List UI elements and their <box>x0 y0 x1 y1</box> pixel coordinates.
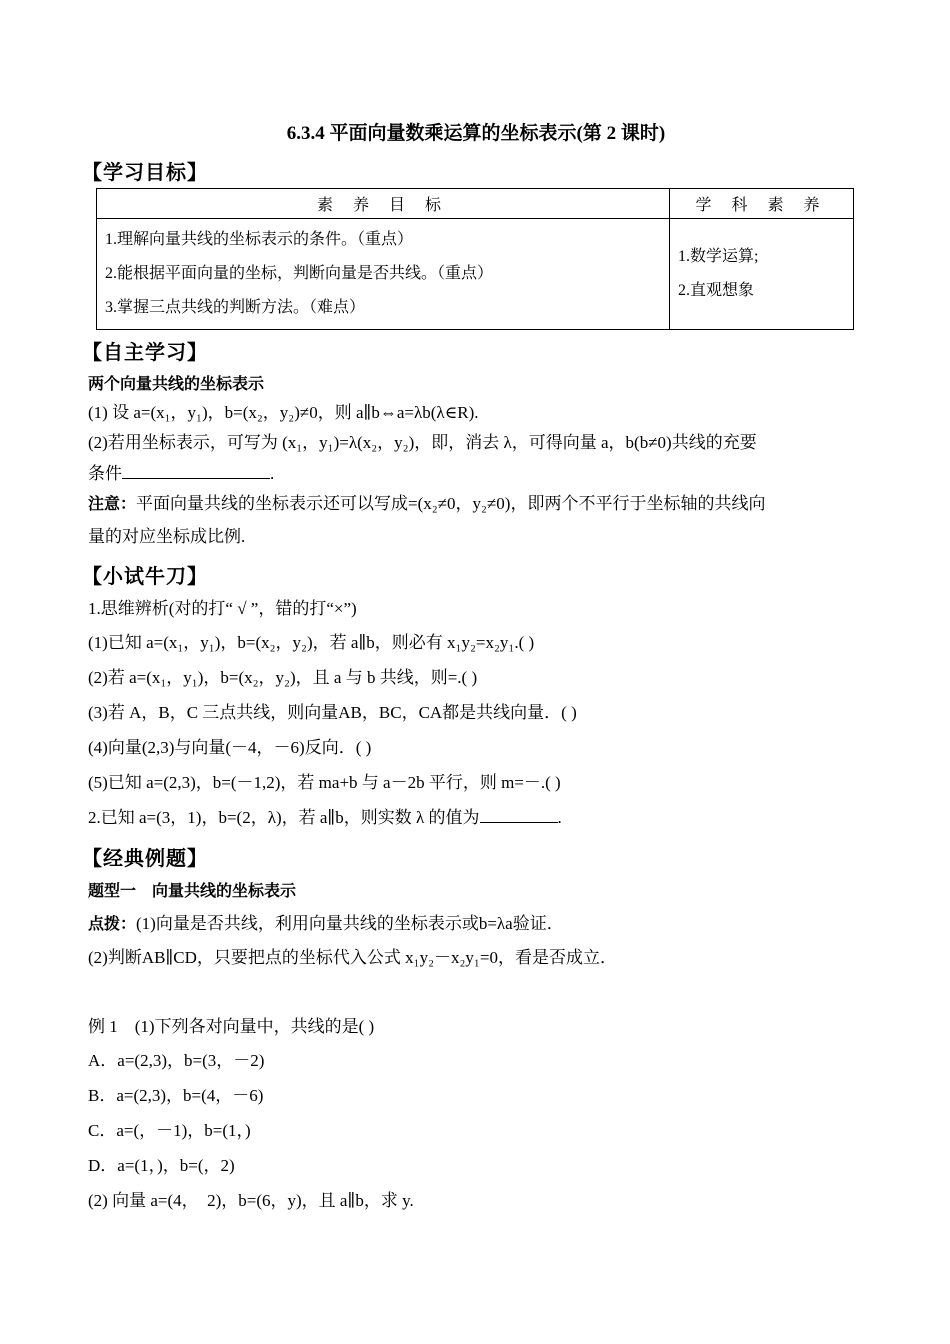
page-title: 6.3.4 平面向量数乘运算的坐标表示(第 2 课时) <box>286 123 666 144</box>
note-text: 平面向量共线的坐标表示还可以写成=(x₂≠0，y₂≠0)，即两个不平行于坐标轴的共线向 <box>136 494 766 513</box>
q2-suffix: . <box>557 808 562 827</box>
hint-line-2: (2)判断AB∥CD，只要把点的坐标代入公式 x₁y₂－x₂y₁=0，看是否成立． <box>88 948 617 967</box>
example-1: 例 1 (1)下列各对向量中，共线的是( ) <box>88 1017 375 1036</box>
practice-item: (1)已知 a=(x₁，y₁)，b=(x₂，y₂)，若 a∥b，则必有 x₁y₂=x₂y₁.( ) <box>88 633 535 652</box>
note-line-2: 量的对应坐标成比例. <box>88 527 246 546</box>
option-b: B．a=(2,3)，b=(4，－6) <box>88 1086 264 1105</box>
goal-item: 2.能根据平面向量的坐标，判断向量是否共线。（重点） <box>105 265 494 282</box>
condition-blank[interactable] <box>122 462 270 479</box>
example-1-part-2: (2) 向量 a=(4， 2)，b=(6，y)，且 a∥b，求 y. <box>88 1191 414 1210</box>
practice-item: (4)向量(2,3)与向量(－4，－6)反向．( ) <box>88 738 372 757</box>
practice-intro: 1.思维辨析(对的打“ √ ”，错的打“×”) <box>88 599 357 618</box>
type-heading: 题型一 向量共线的坐标表示 <box>88 881 297 900</box>
practice-item: (5)已知 a=(2,3)，b=(－1,2)，若 ma+b 与 a－2b 平行，则 m=－.( ) <box>88 773 561 792</box>
practice-question-2 <box>88 806 562 829</box>
q2-text: 2.已知 a=(3，1)，b=(2，λ)，若 a∥b，则实数 λ 的值为 <box>88 808 480 827</box>
section-heading-practice: 【小试牛刀】 <box>82 564 208 588</box>
note-label: 注意： <box>88 494 137 513</box>
practice-item: (3)若 A，B，C 三点共线，则向量AB，BC，CA都是共线向量．( ) <box>88 703 577 722</box>
condition-suffix: . <box>270 464 275 483</box>
hint-line <box>88 913 564 935</box>
section-heading-self-study: 【自主学习】 <box>82 340 208 364</box>
section-heading-examples: 【经典例题】 <box>82 846 208 870</box>
self-study-heading: 两个向量共线的坐标表示 <box>88 374 265 393</box>
literacy-item: 1.数学运算; <box>678 248 759 265</box>
option-c: C．a=(，－1)，b=(1，) <box>88 1121 251 1140</box>
literacy-item: 2.直观想象 <box>678 282 755 299</box>
section-heading-objectives: 【学习目标】 <box>82 160 208 184</box>
literacy-cell <box>670 219 854 330</box>
objectives-table <box>96 188 854 330</box>
q2-answer-blank[interactable] <box>480 806 558 823</box>
table-header-literacy: 学 科 素 养 <box>670 189 854 219</box>
self-study-line-2: (2)若用坐标表示，可写为 (x₁，y₁)=λ(x₂，y₂)，即，消去 λ，可得向量 a，b(b≠0)共线的充要 <box>88 433 757 452</box>
goal-item: 1.理解向量共线的坐标表示的条件。（重点） <box>105 231 414 248</box>
note-line <box>88 493 765 515</box>
goals-cell <box>97 219 670 330</box>
hint-label: 点拨： <box>88 914 137 933</box>
table-header-goals: 素 养 目 标 <box>97 189 670 219</box>
self-study-line-3 <box>88 462 274 485</box>
goal-item: 3.掌握三点共线的判断方法。（难点） <box>105 299 366 316</box>
condition-prefix: 条件 <box>88 464 122 483</box>
option-d: D．a=(1，)，b=(，2) <box>88 1156 235 1175</box>
practice-item: (2)若 a=(x₁，y₁)，b=(x₂，y₂)，且 a 与 b 共线，则=.( ) <box>88 668 478 687</box>
option-a: A．a=(2,3)，b=(3，－2) <box>88 1051 265 1070</box>
hint-text: (1)向量是否共线，利用向量共线的坐标表示或b=λa验证． <box>136 914 564 933</box>
self-study-line-1: (1) 设 a=(x₁，y₁)，b=(x₂，y₂)≠0，则 a∥b⇔a=λb(λ∈R). <box>88 403 479 422</box>
